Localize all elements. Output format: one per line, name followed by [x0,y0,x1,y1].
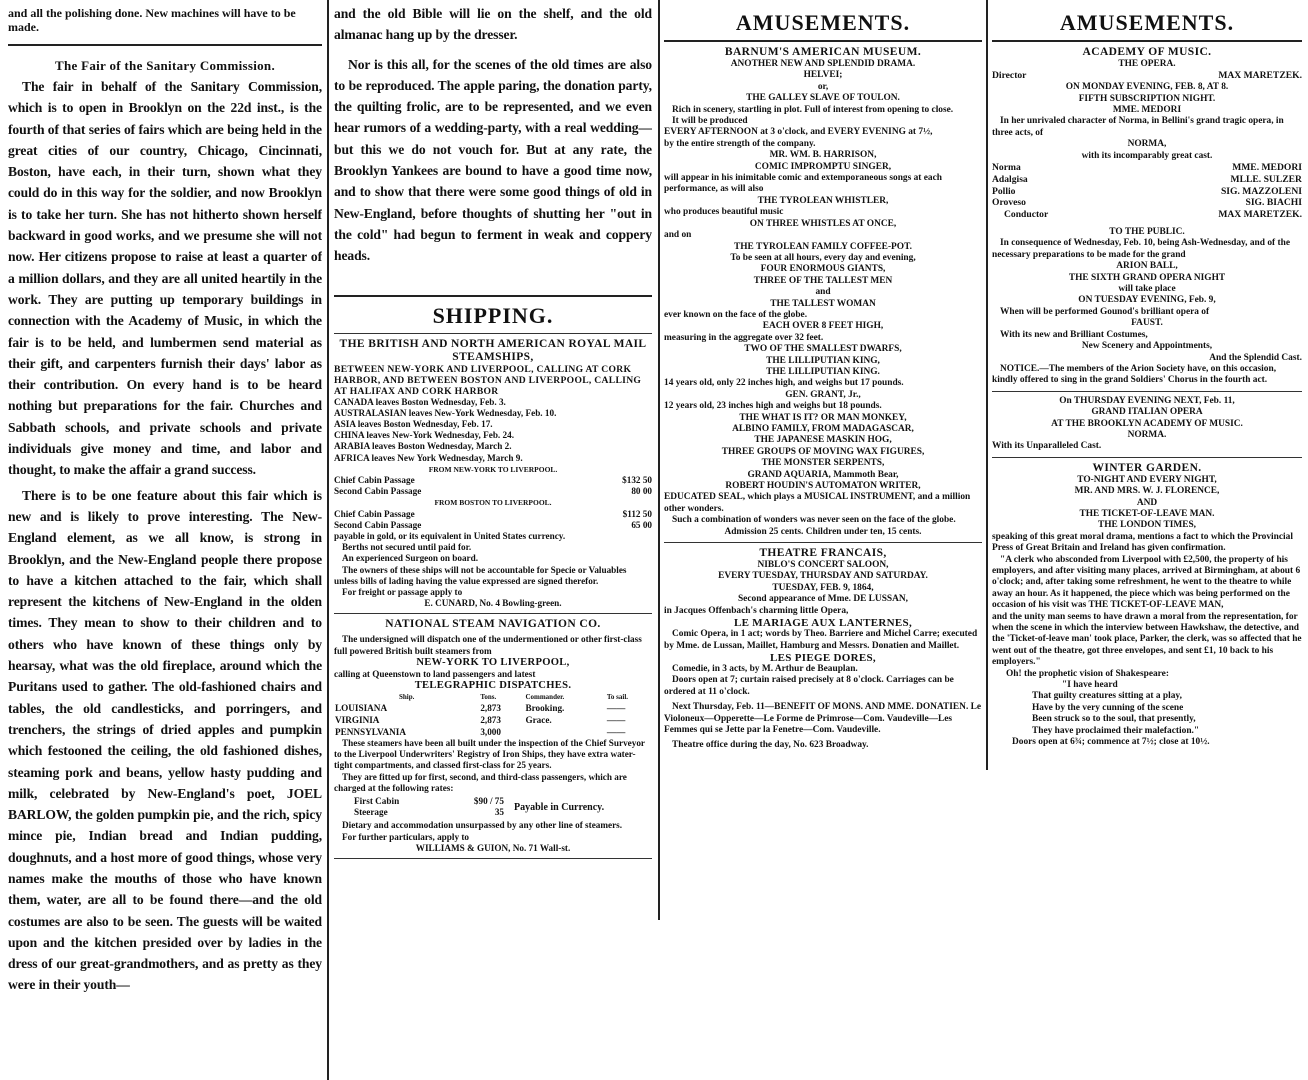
ad-line: AT THE BROOKLYN ACADEMY OF MUSIC. [1051,418,1243,429]
ad-line: New Scenery and Appointments, [1081,341,1213,352]
rate-price: 35 [494,807,504,818]
ad-line: FIFTH SUBSCRIPTION NIGHT. [1078,93,1216,104]
ad-line: Next Thursday, Feb. 11—BENEFIT OF MONS. AND MME. DONATIEN. Le Violoneux—Opperette—Le Forme de Primrose—Com. Vaudeville—Les Femmes qui se Jette par la Fenetre—Com. Vaudeville. [664,702,982,735]
verse-line: That guilty creatures sitting at a play, [1032,691,1182,702]
ad-line: "A clerk who absconded from Liverpool with £2,500, the property of his employers, and after visiting many places, arrived at Birmingham, at about 6 o'clock; and, after taking some refreshment, he went to the theatre to while away an hour. As it happened, the piece which was being performed on the occasion of his visit was THE TICKET-OF-LEAVE MAN, [992,554,1301,611]
ship-name: LOUISIANA [335,703,388,714]
rate-label: First Cabin [354,796,400,807]
national-ad [334,618,652,854]
cunard-title: THE BRITISH AND NORTH AMERICAN ROYAL MAIL STEAMSHIPS, [339,337,647,363]
ship-row [334,726,652,738]
national-dispatches: TELEGRAPHIC DISPATCHES. [414,680,572,692]
ad-line: MME. MEDORI [1112,105,1182,116]
ad-line: THE LONDON TIMES, [1097,520,1197,531]
ad-line: THE TICKET-OF-LEAVE MAN. [1079,508,1215,519]
ad-line: THE JAPANESE MASKIN HOG, [754,435,892,446]
ad-line: ever known on the face of the globe. [664,309,808,320]
cunard-note: An experienced Surgeon on board. [342,553,479,564]
ad-line: and the unity man seems to have drawn a moral from the representation, for when the scene in which the interview between Hawkshaw, the detective, and the 'Ticket-of-leave man' took place, Parker, the clerk, was so affected that he went out of the theatre, got three envelopes, and sent £1, 10 back to his employers." [992,611,1302,668]
ad-line: ROBERT HOUDIN'S AUTOMATON WRITER, [725,481,921,492]
winter-title: WINTER GARDEN. [1092,461,1202,474]
ship-row [334,702,652,714]
fare-subhead: FROM BOSTON TO LIVERPOOL. [434,498,552,508]
sailing: AFRICA leaves New York Wednesday, March 9. [334,452,523,463]
cunard-routes: BETWEEN NEW-YORK AND LIVERPOOL, CALLING AT CORK HARBOR, AND BETWEEN BOSTON AND LIVERPOOL, CALLING AT HALIFAX AND CORK HARBOR [334,363,642,397]
cunard-note: For freight or passage apply to [342,587,463,598]
cast-role: Adalgisa [992,173,1028,185]
ad-line: NORMA. [1127,429,1167,440]
fare-label: Second Cabin Passage [334,486,422,497]
ships-header-row [334,692,652,702]
ad-line: Comedie, in 3 acts, by M. Arthur de Beauplan. [672,663,858,674]
ad-line: Rich in scenery, startling in plot. Full of interest from opening to close. [672,104,954,115]
divider [664,542,982,543]
cast-role: Conductor [1004,209,1049,221]
header-cell: Commander. [525,693,565,702]
ad-line: Doors open at 7; curtain raised precisely at 8 o'clock. Carriages can be ordered at 11 o'clock. [664,675,954,697]
divider [334,858,652,859]
divider [992,391,1302,392]
winter-garden-ad [992,462,1302,749]
ad-line: LE MARIAGE AUX LANTERNES, [733,617,913,630]
cunard-note: Berths not secured until paid for. [342,542,472,553]
fare-price: 65 00 [631,519,652,530]
fare-row [334,475,652,486]
cast-role: Pollio [992,185,1016,197]
rate-row [354,807,504,818]
ad-line: COMIC IMPROMPTU SINGER, [754,161,892,172]
ad-line: and on [664,230,692,241]
divider [8,44,322,46]
director-label: Director [992,70,1027,82]
cast-role: Oroveso [992,197,1026,209]
column-1 [8,0,322,1080]
verse-line: "I have heard [1062,680,1118,691]
cast-row [992,197,1302,209]
ad-line: GRAND ITALIAN OPERA [1091,407,1203,418]
barnum-ad [664,59,982,538]
rate-price: $90 / 75 [473,796,504,807]
ad-line: THE GALLEY SLAVE OF TOULON. [746,93,900,104]
article-paragraph: and the old Bible will lie on the shelf, and the old almanac hang up by the dresser. [334,6,652,43]
ship-sail: —— [606,715,626,726]
ad-line: THE MONSTER SERPENTS, [761,458,885,469]
national-calling: calling at Queenstown to land passengers and latest [334,668,536,679]
ad-line: MR. WM. B. HARRISON, [769,150,877,161]
cast-actor: MAX MARETZEK. [1218,209,1302,221]
ad-line: speaking of this great moral drama, mentions a fact to which the Provincial Press of Great Britain and Ireland has given confirmation. [992,531,1293,554]
verse [992,680,1302,737]
cast-actor: MLLE. SULZER [1230,173,1302,185]
ad-line: And the Splendid Cast. [1209,352,1302,363]
national-title: NATIONAL STEAM NAVIGATION CO. [385,618,601,631]
ad-line: and [815,287,831,298]
fare-label: Second Cabin Passage [334,519,422,530]
ship-name: PENNSYLVANIA [335,727,406,738]
ad-line: In her unrivaled character of Norma, in Bellini's grand tragic opera, in three acts, of [992,116,1284,138]
divider [664,40,982,42]
ship-commander [524,726,605,738]
ad-line: With its new and Brilliant Costumes, [1000,329,1148,340]
ad-line: MR. AND MRS. W. J. FLORENCE, [1074,486,1220,497]
ad-line: Theatre office during the day, No. 623 Broadway. [672,740,869,751]
rates-block [354,796,652,818]
ad-line: 12 years old, 23 inches high and weighs but 18 pounds. [664,401,882,412]
fare-price: 80 00 [631,486,652,497]
national-further: For further particulars, apply to [342,831,470,842]
article-body [8,76,322,996]
ship-commander: Brooking. [525,703,565,714]
article-paragraph: Nor is this all, for the scenes of the old times are also to be reproduced. The apple paring, the donation party, the quilting frolic, are to be represented, and we even hear rumors of a wedding-party, with a real wedding—but this we do not vouch for. But at any rate, the Brooklyn Yankees are bound to have a good time now, and to show that there were some good things of old in New-England, before thoughts of shutting her "out in the cold" had begun to ferment in weak and coppery heads. [334,56,652,264]
sailing: ARABIA leaves Boston Wednesday, March 2. [334,441,512,452]
fare-row [334,509,652,520]
ad-line: Oh! the prophetic vision of Shakespeare: [1006,668,1169,679]
verse-line: Have by the very cunning of the scene [1032,702,1184,713]
ad-line: THE LILLIPUTIAN KING, [766,355,880,366]
cunard-note: The owners of these ships will not be accountable for Specie or Valuables unless bills of lading having the value expressed are signed therefor. [334,564,627,586]
ad-line: in Jacques Offenbach's charming little Opera, [664,605,849,616]
rate-row [354,796,504,807]
ad-line: TO THE PUBLIC. [1109,227,1185,238]
article-continuation [334,3,652,267]
ad-line: Second appearance of Mme. DE LUSSAN, [737,594,909,605]
ad-line: by the entire strength of the company. [664,138,816,149]
ad-line: ARION BALL, [1116,261,1178,272]
cast-row [992,162,1302,174]
ad-line: TUESDAY, FEB. 9, 1864, [772,582,874,593]
francais-title: THEATRE FRANCAIS, [759,547,887,560]
ad-line: GEN. GRANT, Jr., [785,389,861,400]
ship-tons: 2,873 [480,703,501,714]
column-3 [664,0,982,1080]
ad-line: EVERY TUESDAY, THURSDAY AND SATURDAY. [718,571,928,582]
cast-row [992,174,1302,186]
top-fragment: and all the polishing done. New machines will have to be made. [8,6,296,34]
ship-row [334,714,652,726]
ad-line: HELVEI; [803,70,843,81]
column-rule [986,0,988,770]
fare-label: Chief Cabin Passage [334,474,415,485]
shipping-title: SHIPPING. [432,302,554,328]
ship-tons: 2,873 [480,715,501,726]
barnum-title: BARNUM'S AMERICAN MUSEUM. [724,46,922,58]
rate-label: Steerage [354,807,388,818]
column-rule [327,0,329,1080]
ad-line: 14 years old, only 22 inches high, and weighs but 17 pounds. [664,378,904,389]
cunard-agent: E. CUNARD, No. 4 Bowling-green. [424,598,562,609]
cast-actor: SIG. MAZZOLENI [1220,185,1302,197]
ad-line: Doors open at 6¾; commence at 7½; close at 10½. [1012,737,1210,748]
ad-line: EACH OVER 8 FEET HIGH, [762,321,884,332]
ad-line: or, [817,81,829,92]
ship-tons: 3,000 [480,727,501,738]
sailing: CHINA leaves New-York Wednesday, Feb. 24. [334,430,515,441]
cast-actor: SIG. BIACHI [1245,197,1302,209]
cunard-ad [334,338,652,610]
director-row [992,70,1302,82]
divider [992,457,1302,458]
cast-role: Norma [992,162,1021,174]
ad-line: FAUST. [1131,318,1163,329]
ad-line: NOTICE.—The members of the Arion Society have, on this occasion, kindly offered to sing in the grand Soldiers' Chorus in the fourth act. [992,363,1277,386]
fare-price: $132 50 [622,474,652,485]
ship-name: VIRGINIA [335,715,380,726]
amusements-title: AMUSEMENTS. [1059,10,1235,35]
ad-line: AND [1136,497,1158,508]
article-paragraph: The fair in behalf of the Sanitary Commission, which is to open in Brooklyn on the 22d inst., is the fourth of that series of fairs which are being held in the great cities of our country, Chicago, Cincinnati, Boston, have each, in their turn, shown what they could do in this way for the soldier, and now Brooklyn is to take her turn. She has not hitherto shown herself backward in good works, and we presume she will not now. Her citizens propose to raise at least a quarter of a million dollars, and they are all united heartily in the work. They are putting up temporary buildings in connection with the Academy of Music, in which the fair is to be held, and lumbermen send material as their gift, and carpenters furnish their days' labor as their contribution. On every hand is to be heard nothing but preparations for the fair. Churches and Sabbath schools, and private schools and private individuals give money and time, and labor and thought, to make the affair a grand success. [8,79,322,478]
cast-row [992,186,1302,198]
payable-note: Payable in Currency. [514,801,605,813]
verse-line: Been struck so to the soul, that presently, [1032,714,1196,725]
article-paragraph: There is to be one feature about this fair which is new and is likely to prove interesting. The New-England element, as we all know, is strong in Brooklyn, and the New-England people there propose to have a kitchen attached to the fair, which shall represent the kitchens of New-England in the olden times. They mean to show to their children and to others who have known of these things only by hearsay, what was the old fireplace, around which the Puritans used to gather. The old-fashioned chairs and tables, the old candlesticks, and porringers, and trenchers, the strings of dried apples and pumpkin which festooned the ceiling, the old fashioned dishes, steaming pork and beans, yellow hasty pudding and milk, celebrated by New-England's poet, JOEL BARLOW, the golden pumpkin pie, and the rich, spicy mince pie, Indian bread and Indian pudding, doughnuts, and a host more of good things, whose very names make the mouths of those who have known them, water, are all to be found there—and the old costumes are also to be seen. The guests will be waited upon and the kitchen presided over by ladies in the dress of our great-grandmothers, and as pretty as they were in their youth— [8,487,322,993]
ad-line: EVERY AFTERNOON at 3 o'clock, and EVERY EVENING at 7½, [664,127,933,138]
ad-line: THE LILLIPUTIAN KING. [766,366,880,377]
header-cell: Ship. [398,693,415,702]
ad-line: When will be performed Gounod's brilliant opera of [1000,306,1210,317]
ad-line: NORMA, [1127,139,1167,150]
national-intro: The undersigned will dispatch one of the undermentioned or other first-class full powered British built steamers from [334,634,642,656]
academy-ad [992,46,1302,453]
ad-line: who produces beautiful music [664,207,784,218]
ad-line: TO-NIGHT AND EVERY NIGHT, [1077,474,1217,485]
ship-sail: —— [606,727,626,738]
fare-row [334,520,652,531]
ad-line: THE TALLEST WOMAN [770,298,876,309]
ad-line: GRAND AQUARIA, Mammoth Bear, [747,469,899,480]
divider [992,40,1302,42]
header-cell: To sail. [606,693,629,702]
ad-line: ALBINO FAMILY, FROM MADAGASCAR, [732,424,914,434]
francais-ad [664,560,982,752]
fare-price: $112 50 [622,508,652,519]
ad-line: In consequence of Wednesday, Feb. 10, being Ash-Wednesday, and of the necessary preparations to be made for the grand [992,238,1290,260]
ad-line: TWO OF THE SMALLEST DWARFS, [744,344,902,355]
national-desc: They are fitted up for first, second, and third-class passengers, which are charged at the following rates: [334,771,627,793]
cunard-sailings [334,397,652,464]
ad-line: THE SIXTH GRAND OPERA NIGHT [1068,272,1226,283]
ad-line: Comic Opera, in 1 act; words by Theo. Barriere and Michel Carre; executed by Mme. de Lussan, Maillet, Hamburg and Messrs. Donatien and Maillet. [664,629,978,651]
ad-line: THE TYROLEAN FAMILY COFFEE-POT. [734,241,912,252]
ad-line: It will be produced [672,116,748,127]
header-cell: Tons. [480,693,497,702]
column-2 [334,0,652,1080]
article-headline: The Fair of the Sanitary Commission. [54,58,275,73]
ad-line: Such a combination of wonders was never seen on the face of the globe. [672,515,956,526]
sailing: ASIA leaves Boston Wednesday, Feb. 17. [334,418,493,429]
ad-line: EDUCATED SEAL, which plays a MUSICAL INSTRUMENT, and a million other wonders. [664,492,971,514]
director-name: MAX MARETZEK. [1218,70,1302,82]
ad-line: ANOTHER NEW AND SPLENDID DRAMA. [730,59,916,69]
fare-row [334,486,652,497]
ad-line: ON THREE WHISTLES AT ONCE, [749,218,897,229]
fare-subhead: FROM NEW-YORK TO LIVERPOOL. [428,464,558,474]
cunard-note: payable in gold, or its equivalent in United States currency. [334,531,566,541]
ad-line: ON TUESDAY EVENING, Feb. 9, [1078,295,1216,306]
ship-sail: —— [606,703,626,714]
ad-line: ON MONDAY EVENING, FEB. 8, AT 8. [1065,82,1229,93]
ad-line: with its incomparably great cast. [1081,150,1213,161]
ad-line: To be seen at all hours, every day and evening, [730,252,916,263]
sailing: CANADA leaves Boston Wednesday, Feb. 3. [334,396,506,407]
national-agent: WILLIAMS & GUION, No. 71 Wall-st. [415,842,571,853]
ad-line: NIBLO'S CONCERT SALOON, [757,560,889,571]
divider [334,333,652,334]
ship-commander: Grace. [525,715,552,726]
national-route: NEW-YORK TO LIVERPOOL, [416,656,570,668]
national-dietary: Dietary and accommodation unsurpassed by any other line of steamers. [342,820,623,831]
ad-line: THE OPERA. [1118,59,1176,69]
national-desc: These steamers have been all built under the inspection of the Chief Surveyor to the Liverpool Underwriters' Registry of Iron Ships, they have extra water-tight compartments, and classed first-class for 25 years. [334,738,645,771]
ad-line: will appear in his inimitable comic and extemporaneous songs at each performance, as will also [664,173,942,195]
ships-table [334,692,652,738]
ad-line: measuring in the aggregate over 32 feet. [664,332,824,343]
divider [334,613,652,614]
ad-line: THREE OF THE TALLEST MEN [753,275,893,286]
column-4 [992,0,1302,1080]
ad-line: will take place [1118,284,1176,295]
ad-line: With its Unparalleled Cast. [992,441,1102,452]
ad-line: FOUR ENORMOUS GIANTS, [760,264,886,275]
ad-line: On THURSDAY EVENING NEXT, Feb. 11, [1059,395,1235,406]
sailing: AUSTRALASIAN leaves New-York Wednesday, Feb. 10. [334,407,557,418]
rates-list [354,796,504,818]
ad-line: THE TYROLEAN WHISTLER, [757,195,889,206]
verse-line: They have proclaimed their malefaction." [1032,725,1200,736]
divider [334,295,652,297]
ad-line: LES PIEGE DORES, [770,651,876,664]
fare-label: Chief Cabin Passage [334,508,415,519]
ad-line: Admission 25 cents. Children under ten, 15 cents. [724,526,922,537]
cast-actor: MME. MEDORI [1232,162,1302,174]
academy-title: ACADEMY OF MUSIC. [1082,46,1212,58]
ad-line: THREE GROUPS OF MOVING WAX FIGURES, [721,446,925,457]
column-rule [658,0,660,920]
cast-row [992,209,1302,221]
amusements-title: AMUSEMENTS. [735,10,911,35]
ad-line: THE WHAT IS IT? OR MAN MONKEY, [739,412,907,423]
